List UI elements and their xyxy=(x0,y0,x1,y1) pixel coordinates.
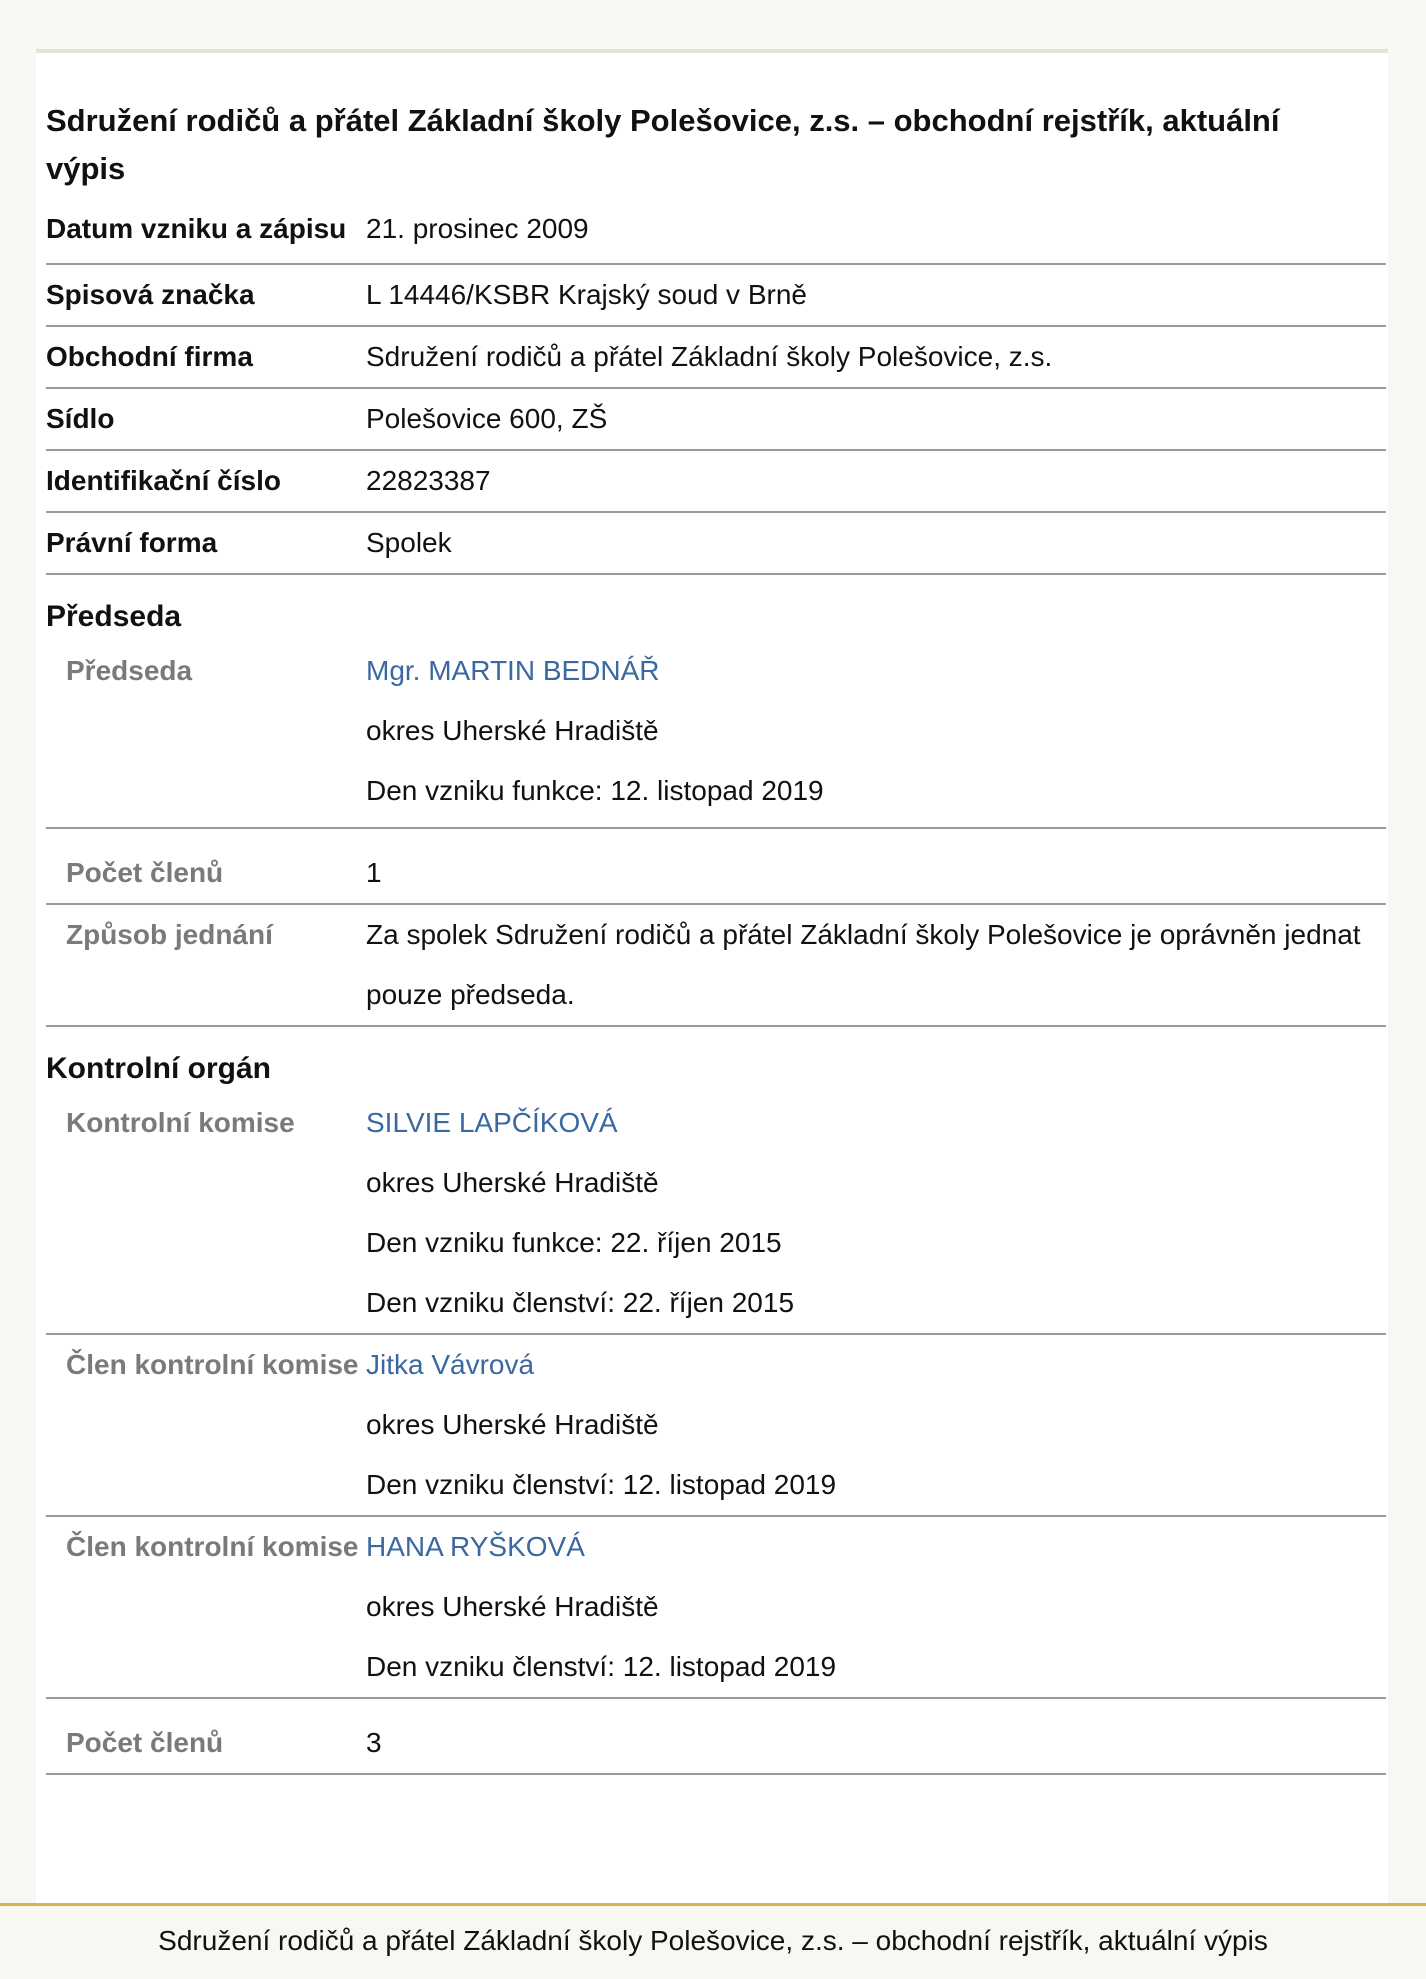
row-supervisory-count xyxy=(46,1713,1386,1774)
row-seat xyxy=(46,388,1386,450)
label-seat: Sídlo xyxy=(46,388,366,450)
person-function-since: Den vzniku funkce: 12. listopad 2019 xyxy=(366,775,824,806)
row-legal-form xyxy=(46,512,1386,574)
label-id-number: Identifikační číslo xyxy=(46,450,366,512)
row-supervisory-member xyxy=(46,1516,1386,1698)
label-supervisory-member: Kontrolní komise xyxy=(46,1093,366,1334)
row-supervisory-member xyxy=(46,1093,1386,1334)
person-district: okres Uherské Hradiště xyxy=(366,1409,659,1440)
section-heading-supervisory-body: Kontrolní orgán xyxy=(46,1052,271,1085)
row-date-of-registration xyxy=(46,193,1386,264)
person-district: okres Uherské Hradiště xyxy=(366,1591,659,1622)
label-company-name: Obchodní firma xyxy=(46,326,366,388)
row-chairman xyxy=(46,641,1386,828)
label-file-number: Spisová značka xyxy=(46,264,366,326)
section-heading-chairman: Předseda xyxy=(46,600,182,633)
person-name-link[interactable]: Mgr. MARTIN BEDNÁŘ xyxy=(366,655,660,686)
page-title: Sdružení rodičů a přátel Základní školy Polešovice, z.s. – obchodní rejstřík, aktuální výpis xyxy=(46,103,1280,186)
label-supervisory-member: Člen kontrolní komise xyxy=(46,1334,366,1516)
value-date-of-registration: 21. prosinec 2009 xyxy=(366,193,1386,264)
value-conduct: Za spolek Sdružení rodičů a přátel Základní školy Polešovice je oprávněn jednat pouze předseda. xyxy=(366,904,1386,1026)
label-date-of-registration: Datum vzniku a zápisu xyxy=(46,193,366,264)
value-supervisory-count: 3 xyxy=(366,1713,1386,1774)
chairman-table xyxy=(46,641,1386,1027)
label-member-count: Počet členů xyxy=(46,843,366,904)
value-id-number: 22823387 xyxy=(366,450,1386,512)
label-supervisory-count: Počet členů xyxy=(46,1713,366,1774)
basic-info-table xyxy=(46,193,1386,575)
value-legal-form: Spolek xyxy=(366,512,1386,574)
row-member-count xyxy=(46,843,1386,904)
label-supervisory-member: Člen kontrolní komise xyxy=(46,1516,366,1698)
label-legal-form: Právní forma xyxy=(46,512,366,574)
row-company-name xyxy=(46,326,1386,388)
row-conduct xyxy=(46,904,1386,1026)
person-name-link[interactable]: HANA RYŠKOVÁ xyxy=(366,1531,585,1562)
value-file-number: L 14446/KSBR Krajský soud v Brně xyxy=(366,264,1386,326)
person-function-since: Den vzniku funkce: 22. říjen 2015 xyxy=(366,1227,782,1258)
person-name-link[interactable]: SILVIE LAPČÍKOVÁ xyxy=(366,1107,618,1138)
row-supervisory-member xyxy=(46,1334,1386,1516)
person-district: okres Uherské Hradiště xyxy=(366,1167,659,1198)
person-member-since: Den vzniku členství: 12. listopad 2019 xyxy=(366,1651,837,1682)
label-chairman: Předseda xyxy=(46,641,366,828)
person-district: okres Uherské Hradiště xyxy=(366,715,659,746)
register-extract-card xyxy=(36,49,1388,1905)
row-id-number xyxy=(46,450,1386,512)
label-conduct: Způsob jednání xyxy=(46,904,366,1026)
value-company-name: Sdružení rodičů a přátel Základní školy Polešovice, z.s. xyxy=(366,326,1386,388)
value-member-count: 1 xyxy=(366,843,1386,904)
page-footer: Sdružení rodičů a přátel Základní školy Polešovice, z.s. – obchodní rejstřík, aktuální výpis xyxy=(0,1903,1426,1979)
person-member-since: Den vzniku členství: 12. listopad 2019 xyxy=(366,1469,837,1500)
supervisory-table xyxy=(46,1093,1386,1775)
value-seat: Polešovice 600, ZŠ xyxy=(366,388,1386,450)
person-name-link[interactable]: Jitka Vávrová xyxy=(366,1349,535,1380)
person-member-since: Den vzniku členství: 22. říjen 2015 xyxy=(366,1287,795,1318)
row-file-number xyxy=(46,264,1386,326)
